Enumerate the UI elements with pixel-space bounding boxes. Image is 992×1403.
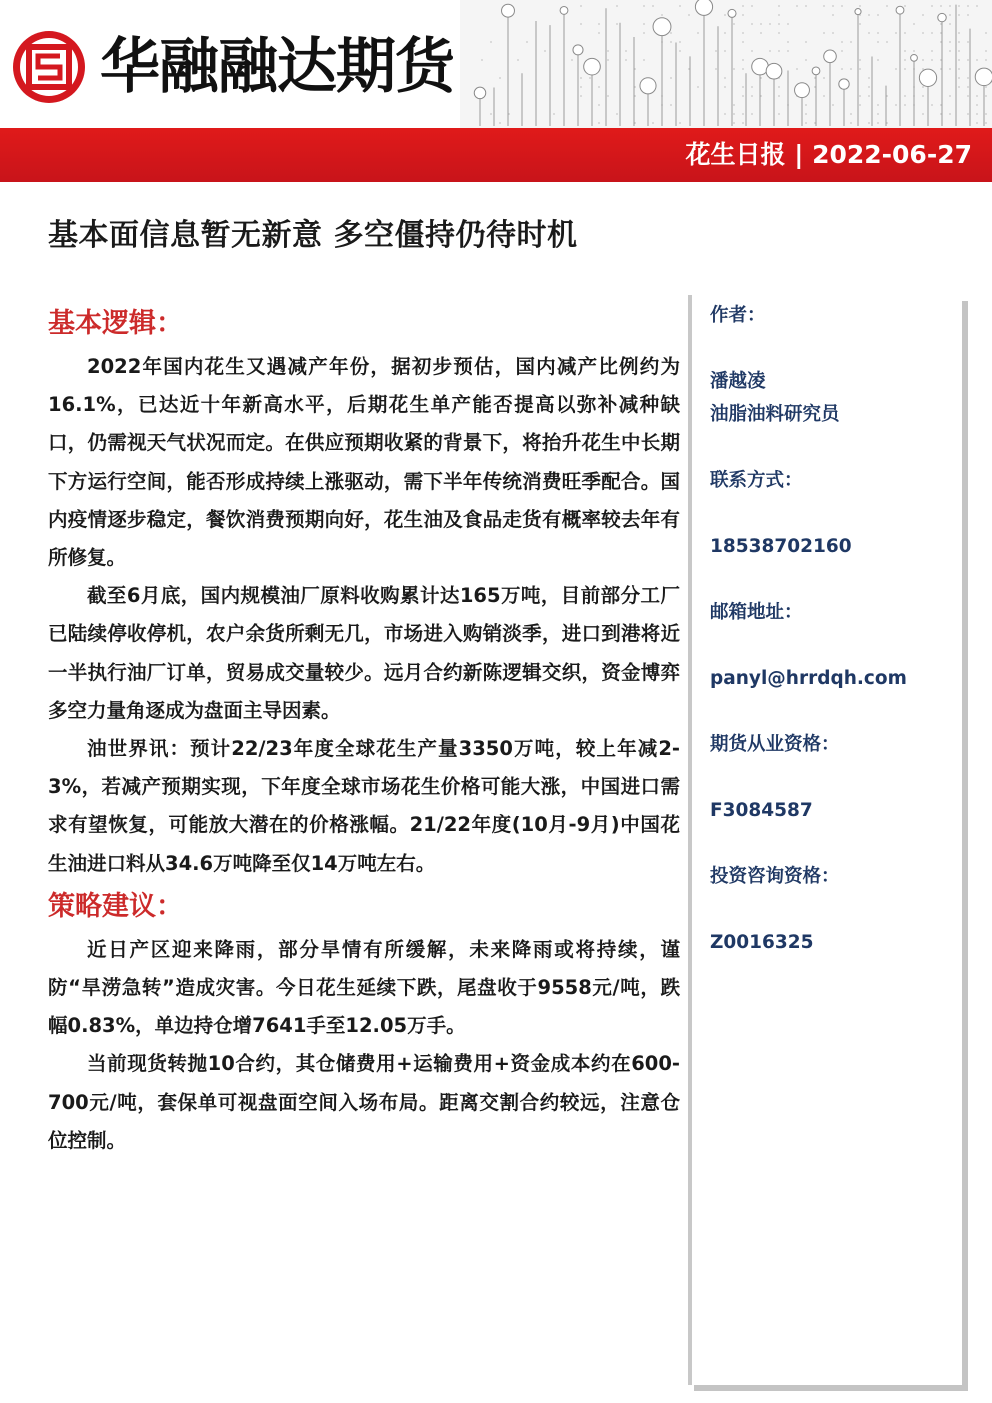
paragraph: 当前现货转抛10合约，其仓储费用+运输费用+资金成本约在600-700元/吨，套保单可视盘面空间入场布局。距离交割合约较远，注意仓位控制。	[48, 1052, 680, 1152]
futures-cert-label: 期货从业资格：	[710, 734, 840, 755]
page-header	[0, 0, 992, 130]
report-caption: 花生日报 | 2022-06-27	[685, 140, 972, 169]
paragraph: 2022年国内花生又遇减产年份，据初步预估，国内减产比例约为16.1%，已达近十年新高水平，后期花生单产能否提高以弥补减种缺口，仍需视天气状况而定。在供应预期收紧的背景下，将抬升花生中长期下方运行空间，能否形成持续上涨驱动，需下半年传统消费旺季配合。国内疫情逐步稳定，餐饮消费预期向好，花生油及食品走货有概率较去年有所修复。	[48, 355, 680, 570]
section-heading-logic: 基本逻辑：	[48, 308, 183, 339]
email-label: 邮箱地址：	[710, 602, 803, 623]
paragraph: 油世界讯：预计22/23年度全球花生产量3350万吨，较上年减2-3%，若减产预期实现，下年度全球市场花生价格可能大涨，中国进口需求有望恢复，可能放大潜在的价格涨幅。21/22年度(10月-9月)中国花生油进口料从34.6万吨降至仅14万吨左右。	[48, 737, 680, 875]
author-label: 作者：	[710, 305, 766, 326]
paragraph: 近日产区迎来降雨，部分旱情有所缓解，未来降雨或将持续，谨防“旱涝急转”造成灾害。今日花生延续下跌，尾盘收于9558元/吨，跌幅0.83%，单边持仓增7641手至12.05万手。	[48, 937, 680, 1038]
advisory-cert-label: 投资咨询资格：	[710, 866, 840, 887]
document-title: 基本面信息暂无新意 多空僵持仍待时机	[48, 218, 578, 253]
email-value[interactable]: panyl@hrrdqh.com	[710, 668, 907, 689]
main-content	[48, 300, 680, 1160]
contact-value: 18538702160	[710, 536, 852, 557]
author-sidebar	[688, 295, 962, 1385]
futures-cert-value: F3084587	[710, 800, 813, 821]
company-name: 华融融达期货	[100, 32, 454, 102]
author-name: 潘越凌	[710, 371, 766, 392]
decorative-pattern	[460, 0, 992, 130]
report-banner	[0, 128, 992, 182]
paragraph: 截至6月底，国内规模油厂原料收购累计达165万吨，目前部分工厂已陆续停收停机，农户余货所剩无几，市场进入购销淡季，进口到港将近一半执行油厂订单，贸易成交量较少。远月合约新陈逻辑交织，资金博弈多空力量角逐成为盘面主导因素。	[48, 584, 680, 722]
advisory-cert-value: Z0016325	[710, 932, 814, 953]
author-title: 油脂油料研究员	[710, 404, 840, 425]
contact-label: 联系方式：	[710, 470, 803, 491]
section-heading-strategy: 策略建议：	[48, 890, 183, 922]
company-seal-icon	[10, 28, 88, 106]
